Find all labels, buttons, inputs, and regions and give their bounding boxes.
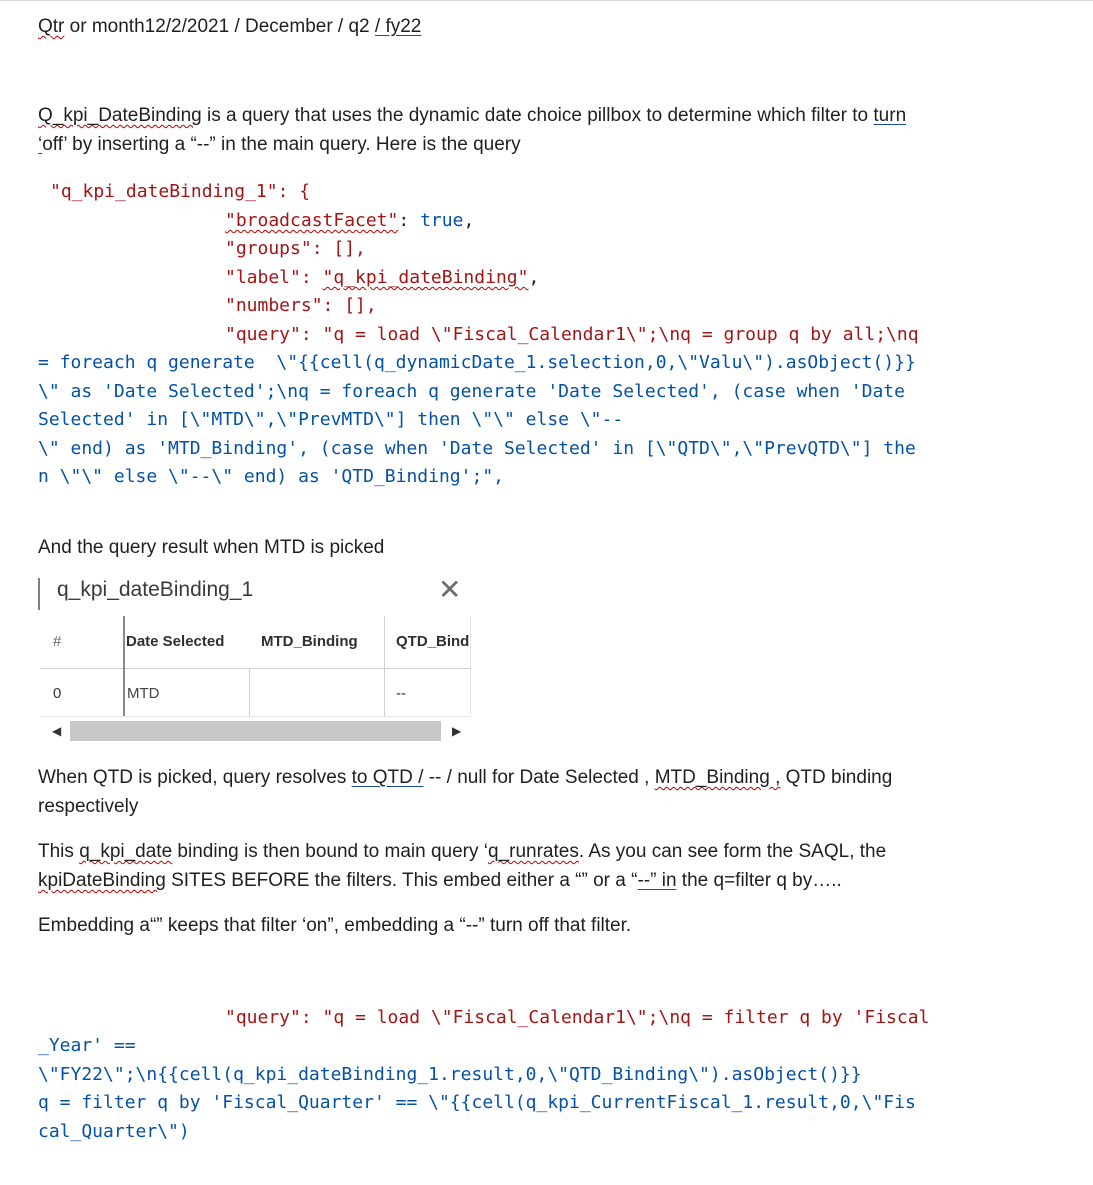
horizontal-scrollbar[interactable] bbox=[40, 719, 470, 743]
code-line: n \"\" else \"--\" end) as 'QTD_Binding';", bbox=[38, 466, 504, 487]
code-sep: : bbox=[398, 210, 421, 231]
code-line: = foreach q generate \"{{cell(q_dynamicDate_1.selection,0,\"Valu\").asObject()}} bbox=[38, 352, 916, 373]
heading-text: or month12/2/2021 / December / q2 bbox=[64, 16, 375, 37]
code-line bbox=[225, 1004, 929, 1033]
header-divider bbox=[40, 668, 470, 669]
code-value: true bbox=[420, 210, 464, 231]
code-line bbox=[225, 264, 539, 293]
code-line: cal_Quarter\") bbox=[38, 1121, 190, 1142]
intro-text-2: off’ by inserting a “--” in the main query. Here is the query bbox=[42, 134, 521, 155]
code-line: "numbers": [], bbox=[225, 295, 377, 316]
bind-text-2: binding is then bound to main query ‘ bbox=[172, 841, 488, 862]
scroll-left-icon[interactable]: ◀ bbox=[52, 724, 62, 738]
code-key: "broadcastFacet" bbox=[225, 210, 399, 231]
intro-term: Q_kpi_DateBinding bbox=[38, 105, 202, 126]
qtd-text: When QTD is picked, query resolves bbox=[38, 767, 352, 788]
cell-qtd-binding: -- bbox=[396, 685, 406, 702]
bind-text-5: the q=filter q by….. bbox=[676, 870, 842, 891]
code-value: "q_kpi_dateBinding" bbox=[322, 267, 529, 288]
result-intro: And the query result when MTD is picked bbox=[38, 537, 385, 558]
bind-text-3: . As you can see form the SAQL, the bbox=[578, 841, 887, 862]
binding-paragraph-line-2 bbox=[38, 866, 842, 895]
column-divider bbox=[249, 668, 250, 716]
scroll-right-icon[interactable]: ▶ bbox=[452, 724, 462, 738]
code-line: \"FY22\";\n{{cell(q_kpi_dateBinding_1.result,0,\"QTD_Binding\").asObject()}} bbox=[38, 1064, 862, 1085]
column-header-qtd-binding[interactable]: QTD_Bind bbox=[396, 633, 470, 650]
bind-text: This bbox=[38, 841, 80, 862]
qtd-text-3: QTD binding bbox=[780, 767, 893, 788]
widget-title: q_kpi_dateBinding_1 bbox=[57, 578, 254, 601]
code-line: "groups": [], bbox=[225, 238, 366, 259]
code-line: q = filter q by 'Fiscal_Quarter' == \"{{cell(q_kpi_CurrentFiscal_1.result,0,\"Fis bbox=[38, 1092, 916, 1113]
code-line: _Year' == bbox=[38, 1035, 136, 1056]
top-divider bbox=[0, 0, 1093, 1]
column-header-mtd-binding[interactable]: MTD_Binding bbox=[261, 633, 358, 650]
embed-paragraph: Embedding a“” keeps that filter ‘on”, embedding a “--” turn off that filter. bbox=[38, 915, 632, 936]
query-result-widget bbox=[38, 574, 470, 746]
bind-kpi-term: kpiDateBinding bbox=[38, 870, 166, 891]
binding-paragraph-line-1 bbox=[38, 837, 886, 866]
cell-date-selected: MTD bbox=[127, 685, 160, 702]
intro-quote: ‘ bbox=[38, 134, 43, 155]
heading-word: Qtr bbox=[38, 16, 65, 37]
code-line: "q_kpi_dateBinding_1": { bbox=[50, 181, 311, 202]
row-index: 0 bbox=[53, 685, 62, 702]
bind-term: q_kpi_date bbox=[79, 841, 173, 862]
scrollbar-thumb[interactable] bbox=[70, 721, 441, 741]
qtd-paragraph-line-2: respectively bbox=[38, 796, 139, 817]
intro-line-1 bbox=[38, 101, 906, 130]
widget-accent-bar bbox=[38, 578, 40, 610]
code-line: \" as 'Date Selected';\nq = foreach q generate 'Date Selected', (case when 'Date bbox=[38, 381, 905, 402]
heading-line bbox=[38, 12, 421, 41]
code-line: Selected' in [\"MTD\",\"PrevMTD\"] then \"\" else \"-- bbox=[38, 409, 624, 430]
qtd-mtd-binding: MTD_Binding , bbox=[654, 767, 781, 788]
intro-turn: turn bbox=[873, 105, 907, 126]
code-sep: , bbox=[463, 210, 475, 231]
qtd-text-2: -- / null for Date Selected , bbox=[423, 767, 655, 788]
intro-text: is a query that uses the dynamic date choice pillbox to determine which filter to bbox=[201, 105, 874, 126]
code-sep: , bbox=[528, 267, 540, 288]
code-key: "label": bbox=[225, 267, 323, 288]
frozen-column-divider bbox=[123, 616, 125, 716]
close-icon[interactable]: ✕ bbox=[438, 574, 462, 605]
column-header-date-selected[interactable]: Date Selected bbox=[126, 633, 225, 650]
heading-fy: / fy22 bbox=[374, 16, 422, 37]
column-divider bbox=[384, 616, 385, 716]
intro-line-2 bbox=[38, 130, 521, 159]
qtd-paragraph-line-1 bbox=[38, 763, 892, 792]
bind-runrates: q_runrates bbox=[487, 841, 579, 862]
qtd-term: to QTD / bbox=[351, 767, 424, 788]
code-text: "query": "q = load \"Fiscal_Calendar1\";\nq = filter q by 'Fiscal bbox=[225, 1007, 930, 1028]
bind-text-4: SITES BEFORE the filters. This embed either a “” or a “ bbox=[165, 870, 638, 891]
bind-dash-in: --” in bbox=[637, 870, 677, 891]
column-header-index[interactable]: # bbox=[53, 633, 62, 650]
code-line bbox=[225, 207, 474, 236]
code-line: "query": "q = load \"Fiscal_Calendar1\";\nq = group q by all;\nq bbox=[225, 324, 919, 345]
result-table bbox=[40, 616, 471, 716]
code-line: \" end) as 'MTD_Binding', (case when 'Date Selected' in [\"QTD\",\"PrevQTD\"] the bbox=[38, 438, 916, 459]
